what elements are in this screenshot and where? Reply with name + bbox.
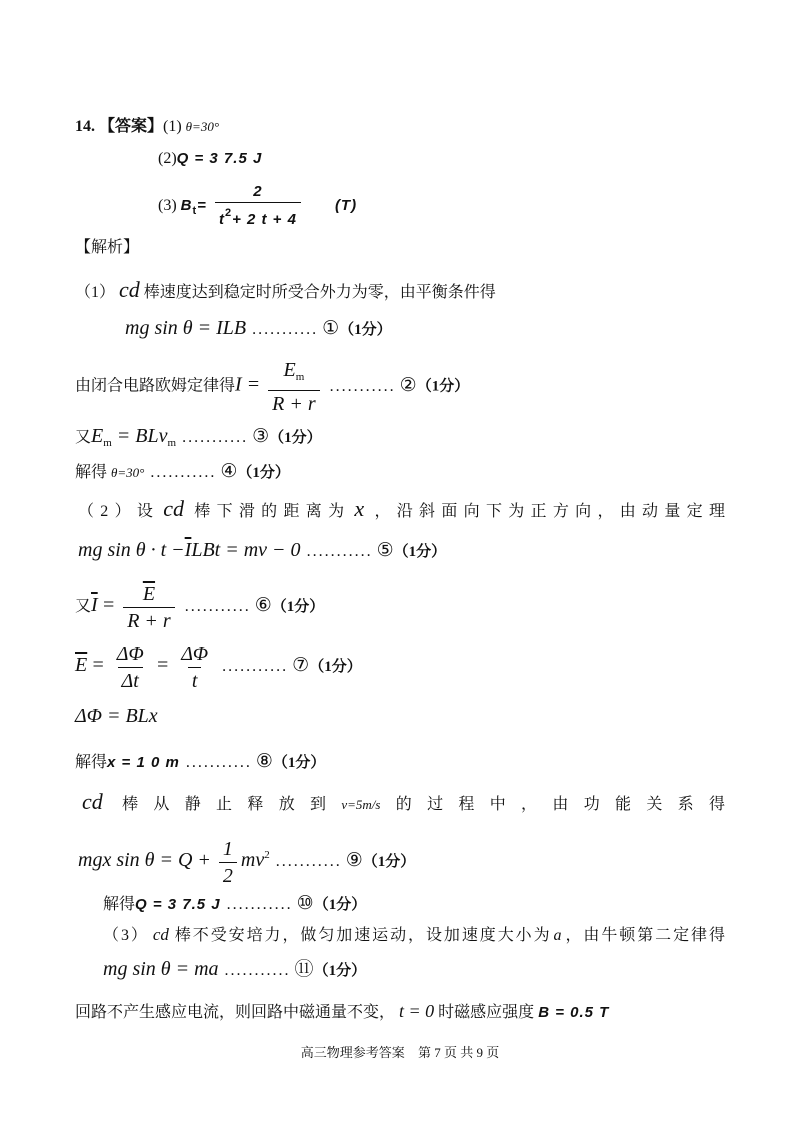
equation-2-dots: ........... bbox=[329, 377, 396, 395]
solution-2-value: x = 1 0 m bbox=[107, 754, 180, 771]
equation-7 bbox=[75, 638, 362, 694]
part3-t1: 棒不受安培力，做匀加速运动，设加速度大小为 bbox=[172, 927, 552, 944]
part1-text: 棒速度达到稳定时所受合外力为零，由平衡条件得 bbox=[143, 284, 496, 301]
answer-line-2 bbox=[158, 147, 262, 171]
equation-11-dots: ........... bbox=[224, 962, 291, 979]
flux-equation bbox=[75, 704, 158, 730]
solution-1-prefix: 解得 bbox=[75, 464, 108, 481]
solution-1-mark: ④ bbox=[220, 461, 238, 482]
equation-11-score: （1分） bbox=[313, 963, 367, 979]
equation-6-numerator: $\overline{E}$ bbox=[142, 582, 156, 605]
equation-9-score: （1分） bbox=[362, 854, 416, 870]
equation-3-prefix: 又 bbox=[75, 429, 92, 446]
equation-9-lhs: mgx sin θ = Q + bbox=[78, 849, 211, 871]
analysis-label: 【解析】 bbox=[75, 239, 140, 256]
equation-3-e-sub: m bbox=[103, 437, 112, 449]
answer-2-value: Q = 3 7.5 J bbox=[176, 150, 263, 167]
answer-3-fraction bbox=[215, 182, 301, 230]
solution-1-value: θ=30° bbox=[111, 465, 145, 480]
part3-var: a bbox=[553, 927, 562, 944]
answer-line-3 bbox=[158, 181, 357, 236]
solution-3-prefix: 解得 bbox=[103, 896, 136, 913]
equation-3-mark: ③ bbox=[252, 426, 270, 447]
part2-t3: ，沿斜面向下为正方向，由动量定理 bbox=[368, 503, 725, 520]
equation-9-numerator: 1 bbox=[222, 837, 233, 860]
equation-6-dots: ........... bbox=[184, 598, 251, 615]
equation-5-mark: ⑤ bbox=[376, 540, 394, 561]
equation-7-denominator-2: t bbox=[188, 667, 202, 694]
part1-rod: cd bbox=[119, 277, 140, 302]
equation-2-score: （1分） bbox=[416, 378, 470, 395]
equation-7-fraction-2 bbox=[177, 641, 212, 694]
equation-2-text: 由闭合电路欧姆定律得 bbox=[75, 377, 236, 395]
equation-9-fraction bbox=[219, 836, 237, 889]
part2-var: x bbox=[354, 496, 365, 521]
solution-3-score: （1分） bbox=[313, 897, 367, 913]
equation-3 bbox=[75, 424, 322, 455]
solution-2-score: （1分） bbox=[272, 755, 326, 771]
equation-3-v-sub: m bbox=[167, 437, 177, 449]
energy-t2: 的过程中，由功能关系得 bbox=[380, 796, 725, 813]
part3-intro bbox=[103, 923, 725, 948]
equation-9 bbox=[78, 828, 415, 889]
part3-t2: ，由牛顿第二定律得 bbox=[563, 927, 725, 944]
answer-1-value: θ=30° bbox=[185, 119, 220, 134]
equation-3-dots: ........... bbox=[182, 429, 249, 446]
equation-9-dots: ........... bbox=[275, 853, 342, 870]
solution-3 bbox=[103, 892, 366, 917]
equation-1-mark: ① bbox=[322, 318, 340, 339]
solution-2-prefix: 解得 bbox=[75, 754, 108, 771]
equation-1-expr: mg sin θ = ILB bbox=[125, 317, 247, 339]
page-footer bbox=[0, 1042, 800, 1061]
equation-1-dots: ........... bbox=[252, 321, 319, 338]
footer-page: 第 7 页 共 9 页 bbox=[418, 1045, 500, 1060]
part2-intro bbox=[78, 497, 725, 524]
conclusion-t2: 时磁感应强度 bbox=[438, 1004, 535, 1021]
conclusion-b: B = 0.5 T bbox=[538, 1004, 610, 1021]
part3-rod: cd bbox=[152, 925, 169, 944]
equation-5-ibar: $\overline{I}$ bbox=[184, 539, 192, 561]
equation-2-denominator: R + r bbox=[268, 390, 320, 417]
equation-7-denominator-1: Δt bbox=[118, 667, 143, 694]
equation-9-denominator: 2 bbox=[219, 862, 237, 889]
equation-9-exp: 2 bbox=[264, 849, 270, 861]
footer-title: 高三物理参考答案 bbox=[300, 1045, 405, 1060]
equation-7-ebar: $\overline{E}$ bbox=[75, 654, 88, 676]
equation-7-score: （1分） bbox=[309, 659, 362, 675]
equation-2-e: E bbox=[283, 359, 296, 381]
answer-1-index: (1) bbox=[163, 118, 182, 135]
question-number: 14. bbox=[75, 118, 95, 135]
equation-6-eq: = bbox=[101, 594, 116, 616]
part2-rod: cd bbox=[163, 496, 184, 521]
conclusion-t1: 回路不产生感应电流，则回路中磁通量不变， bbox=[75, 1004, 396, 1021]
equation-6-mark: ⑥ bbox=[254, 595, 272, 616]
solution-1-dots: ........... bbox=[150, 464, 217, 481]
equation-2-e-sub: m bbox=[295, 371, 305, 383]
answer-3-numerator: 2 bbox=[253, 183, 263, 201]
solution-2 bbox=[75, 750, 325, 775]
equation-6 bbox=[75, 578, 324, 634]
answer-3-b-sub: t bbox=[192, 205, 198, 217]
part3-index: （3） bbox=[103, 927, 149, 944]
equation-5 bbox=[78, 538, 446, 564]
part2-index: （2） bbox=[78, 503, 137, 520]
solution-3-dots: ........... bbox=[226, 896, 293, 913]
flux-expr: ΔΦ = BLx bbox=[75, 705, 158, 727]
answer-3-eq: = bbox=[197, 197, 207, 214]
solution-3-value: Q = 3 7.5 J bbox=[135, 896, 221, 913]
equation-11-mark: ⑪ bbox=[294, 959, 314, 980]
equation-9-mv: mv bbox=[240, 849, 265, 871]
equation-9-mark: ⑨ bbox=[345, 850, 363, 871]
equation-6-denominator: R + r bbox=[123, 607, 175, 634]
solution-2-dots: ........... bbox=[185, 754, 252, 771]
equation-7-fraction-1 bbox=[113, 641, 148, 694]
answer-3-index: (3) bbox=[158, 197, 177, 214]
answer-label: 【答案】 bbox=[99, 118, 164, 135]
equation-3-score: （1分） bbox=[269, 430, 322, 446]
part2-t2: 棒下滑的距离为 bbox=[187, 503, 351, 520]
equation-11-expr: mg sin θ = ma bbox=[103, 958, 219, 980]
equation-5-score: （1分） bbox=[393, 544, 447, 560]
equation-5-lhs: mg sin θ · t − bbox=[78, 539, 185, 561]
answer-3-den-exp: 2 bbox=[224, 207, 233, 220]
energy-v: v=5m/s bbox=[341, 797, 381, 812]
answer-line-1 bbox=[75, 115, 219, 139]
equation-7-eq1: = bbox=[91, 654, 105, 676]
part1-index: （1） bbox=[75, 284, 116, 301]
equation-7-eq2: = bbox=[155, 654, 170, 676]
equation-1-score: （1分） bbox=[339, 322, 392, 338]
equation-3-mid: = BLv bbox=[116, 425, 168, 447]
equation-2 bbox=[75, 357, 469, 417]
answer-3-den-rest: + 2 t + 4 bbox=[232, 211, 297, 229]
equation-7-dots: ........... bbox=[222, 658, 289, 675]
equation-2-mark: ② bbox=[399, 374, 417, 396]
answer-3-lhs bbox=[180, 197, 198, 217]
answer-2-index: (2) bbox=[158, 150, 177, 167]
equation-6-prefix: 又 bbox=[75, 598, 92, 615]
equation-7-mark: ⑦ bbox=[292, 655, 310, 676]
equation-6-fraction bbox=[123, 581, 175, 634]
equation-5-dots: ........... bbox=[306, 543, 373, 560]
equation-5-rest: LBt = mv − 0 bbox=[191, 539, 301, 561]
equation-6-ibar: $\overline{I}$ bbox=[91, 594, 98, 616]
energy-rod: cd bbox=[82, 789, 103, 814]
equation-6-score: （1分） bbox=[271, 599, 325, 615]
answer-3-denominator bbox=[215, 202, 301, 230]
solution-2-mark: ⑧ bbox=[255, 751, 273, 772]
answer-3-unit: (T) bbox=[334, 197, 358, 214]
equation-2-fraction bbox=[268, 357, 320, 417]
equation-1 bbox=[125, 316, 392, 342]
solution-1 bbox=[75, 460, 290, 485]
equation-7-numerator-1: ΔΦ bbox=[116, 642, 144, 665]
equation-7-numerator-2: ΔΦ bbox=[181, 642, 209, 665]
equation-2-numerator bbox=[280, 357, 309, 390]
equation-2-lhs: I = bbox=[235, 373, 261, 396]
solution-3-mark: ⑩ bbox=[296, 893, 314, 914]
equation-3-expr bbox=[91, 425, 176, 447]
answer-3-b: B bbox=[180, 197, 193, 214]
equation-3-e: E bbox=[91, 425, 104, 447]
part1-intro bbox=[75, 278, 496, 305]
conclusion-line bbox=[75, 999, 609, 1025]
energy-intro bbox=[78, 790, 725, 817]
solution-1-score: （1分） bbox=[237, 465, 290, 481]
answer-3-den-base: t bbox=[218, 211, 225, 229]
equation-11 bbox=[103, 957, 366, 983]
energy-t1: 棒从静止释放到 bbox=[106, 796, 342, 813]
part2-t1: 设 bbox=[136, 503, 160, 520]
conclusion-t0: t = 0 bbox=[399, 1001, 435, 1021]
